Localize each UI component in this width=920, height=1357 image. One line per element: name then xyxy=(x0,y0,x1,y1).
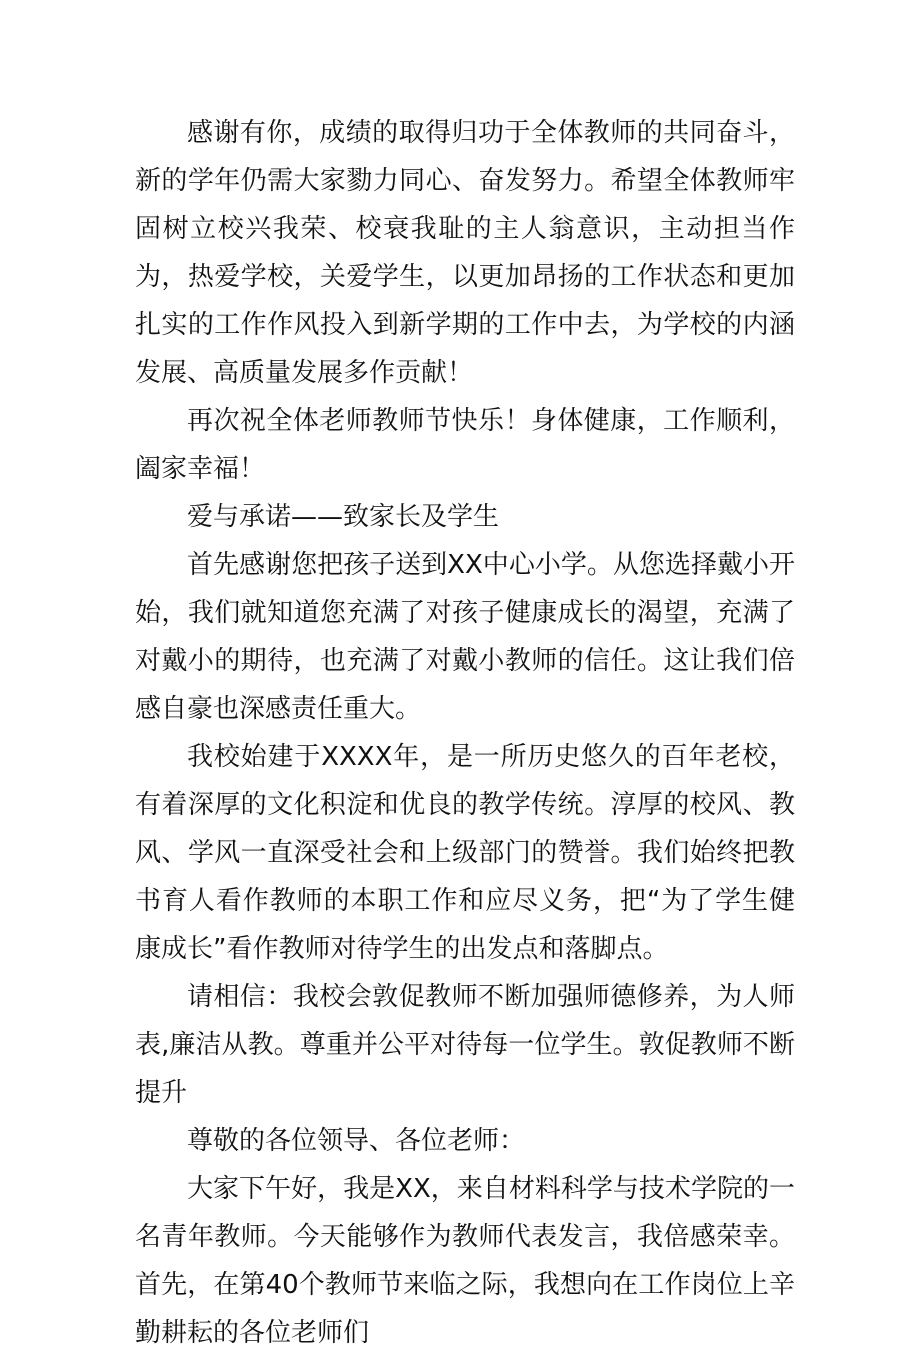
section-heading-love-and-promise: 爱与承诺——致家长及学生 xyxy=(187,502,500,532)
paragraph-thanks-parents: 首先感谢您把孩子送到XX中心小学。从您选择戴小开始，我们就知道您充满了对孩子健康成长的渴望，充满了对戴小的期待，也充满了对戴小教师的信任。这让我们倍感自豪也深感责任重大。 xyxy=(135,550,795,724)
document-page xyxy=(135,109,795,1357)
paragraph-school-history: 我校始建于XXXX年，是一所历史悠久的百年老校，有着深厚的文化积淀和优良的教学传统。淳厚的校风、教风、学风一直深受社会和上级部门的赞誉。我们始终把教书育人看作教师的本职工作和应尽义务，把“为了学生健康成长”看作教师对待学生的出发点和落脚点。 xyxy=(135,742,795,964)
paragraph-gratitude: 感谢有你，成绩的取得归功于全体教师的共同奋斗，新的学年仍需大家勠力同心、奋发努力。希望全体教师牢固树立校兴我荣、校衰我耻的主人翁意识，主动担当作为，热爱学校，关爱学生，以更加昂扬的工作状态和更加扎实的工作作风投入到新学期的工作中去，为学校的内涵发展、高质量发展多作贡献！ xyxy=(135,118,795,388)
paragraph-salutation: 尊敬的各位领导、各位老师： xyxy=(187,1126,526,1156)
paragraph-speech-opening: 大家下午好，我是XX，来自材料科学与技术学院的一名青年教师。今天能够作为教师代表发言，我倍感荣幸。首先，在第40个教师节来临之际，我想向在工作岗位上辛勤耕耘的各位老师们 xyxy=(135,1174,795,1348)
paragraph-please-believe: 请相信：我校会敦促教师不断加强师德修养，为人师表,廉洁从教。尊重并公平对待每一位学生。敦促教师不断提升 xyxy=(135,982,795,1108)
paragraph-wishes: 再次祝全体老师教师节快乐！身体健康，工作顺利，阖家幸福！ xyxy=(135,406,795,484)
